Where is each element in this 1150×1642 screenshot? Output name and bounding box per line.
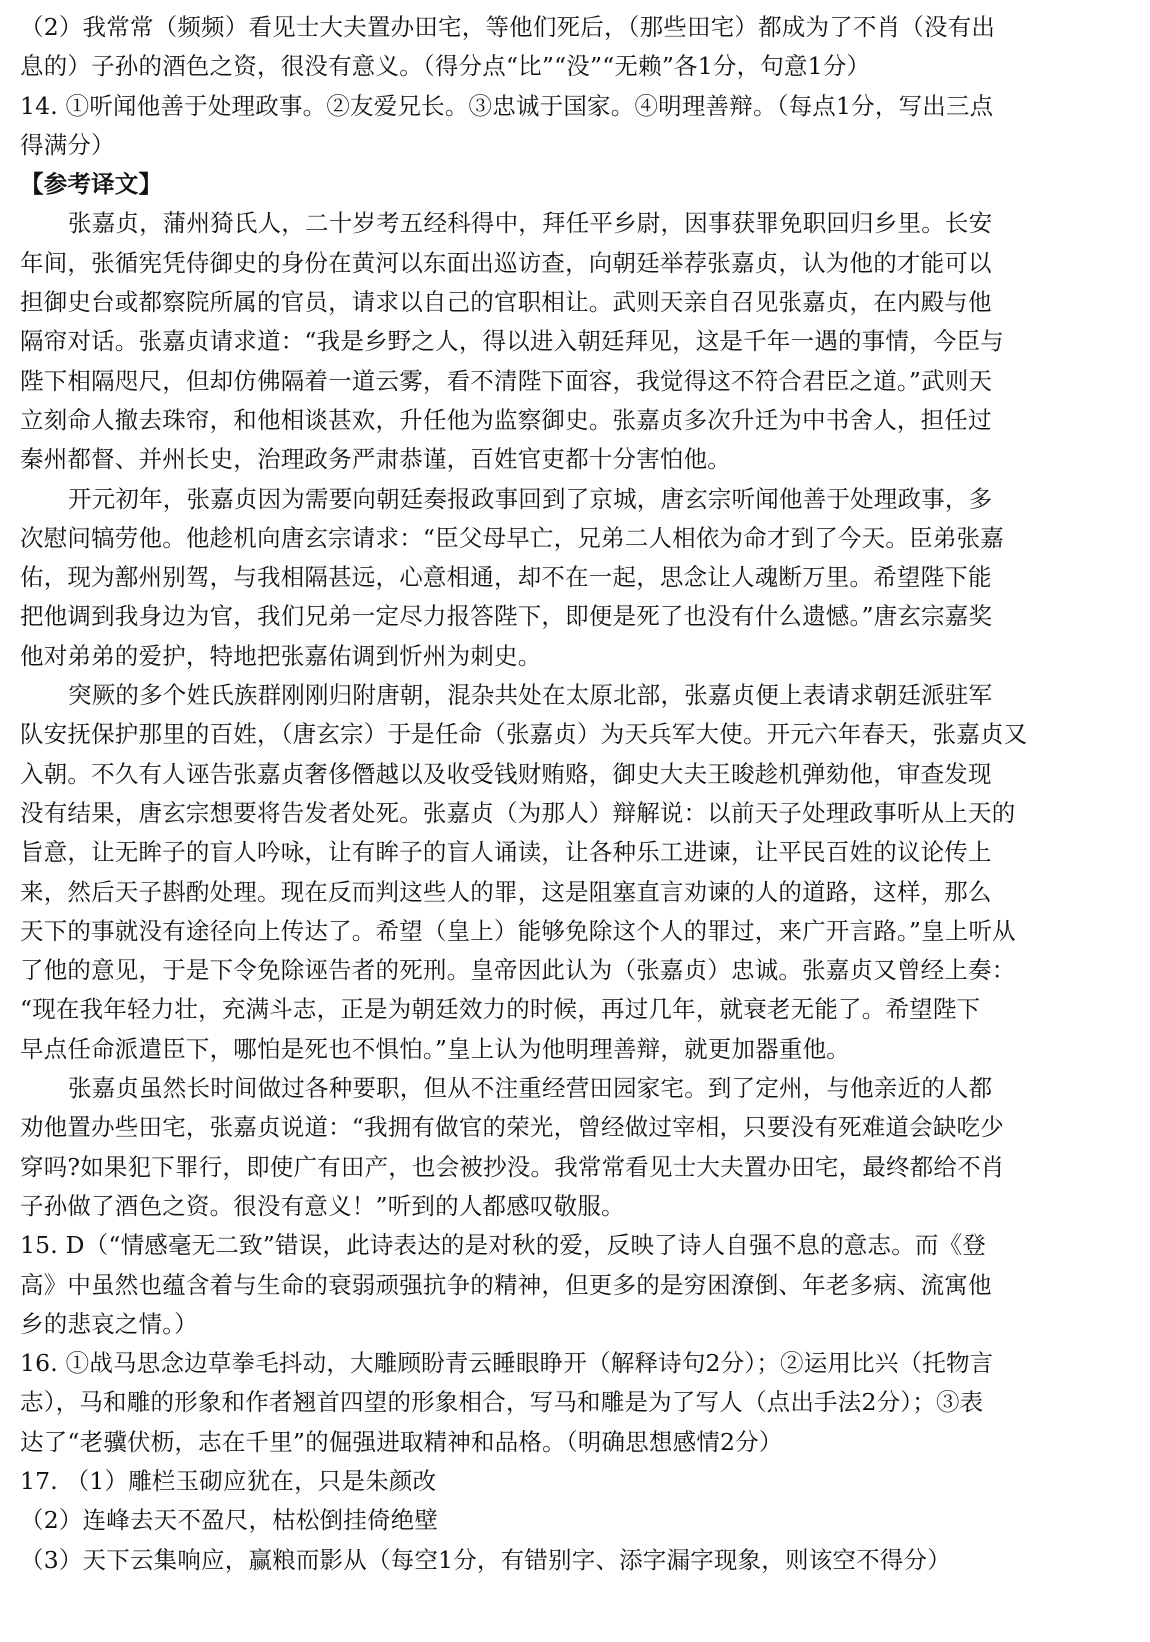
text-line: 志），马和雕的形象和作者翘首四望的形象相合，写马和雕是为了写人（点出手法2分）；③表 [20, 1388, 984, 1417]
text-line: 17. （1）雕栏玉砌应犹在，只是朱颜改 [20, 1466, 437, 1495]
text-line: 担御史台或都察院所属的官员，请求以自己的官职相让。武则天亲自召见张嘉贞，在内殿与他 [20, 288, 992, 317]
text-line: 了他的意见，于是下令免除诬告者的死刑。皇帝因此认为（张嘉贞）忠诚。张嘉贞又曾经上奏： [20, 956, 1016, 985]
text-line: （2）我常常（频频）看见士大夫置办田宅，等他们死后，（那些田宅）都成为了不肖（没有出 [20, 13, 996, 41]
text-line: 开元初年，张嘉贞因为需要向朝廷奏报政事回到了京城，唐玄宗听闻他善于处理政事，多 [68, 484, 993, 513]
text-line: （2）连峰去天不盈尺，枯松倒挂倚绝壁 [20, 1506, 439, 1535]
text-line: 来，然后天子斟酌处理。现在反而判这些人的罪，这是阻塞直言劝谏的人的道路，这样，那么 [20, 877, 992, 906]
text-line: 劝他置办些田宅，张嘉贞说道：“我拥有做官的荣光，曾经做过宰相，只要没有死难道会缺吃少 [20, 1113, 1004, 1142]
text-line: 15. D（“情感毫无二致”错误，此诗表达的是对秋的爱，反映了诗人自强不息的意志。而《登 [20, 1231, 987, 1260]
text-line: 入朝。不久有人诬告张嘉贞奢侈僭越以及收受钱财贿赂，御史大夫王晙趁机弹劾他，审查发现 [20, 759, 992, 788]
text-line: “现在我年轻力壮，充满斗志，正是为朝廷效力的时候，再过几年，就衰老无能了。希望陛下 [20, 995, 981, 1024]
text-line: 得满分） [20, 130, 115, 159]
text-line: 早点任命派遣臣下，哪怕是死也不惧怕。”皇上认为他明理善辩，就更加器重他。 [20, 1034, 850, 1063]
text-line: 隔帘对话。张嘉贞请求道：“我是乡野之人，得以进入朝廷拜见，这是千年一遇的事情，今臣与 [20, 327, 1004, 356]
text-line: 旨意，让无眸子的盲人吟咏，让有眸子的盲人诵读，让各种乐工进谏，让平民百姓的议论传上 [20, 838, 992, 867]
text-line: 年间，张循宪凭侍御史的身份在黄河以东面出巡访查，向朝廷举荐张嘉贞，认为他的才能可以 [20, 248, 992, 277]
text-line: 子孙做了酒色之资。很没有意义！”听到的人都感叹敬服。 [20, 1191, 625, 1220]
text-line: 达了“老骥伏枥，志在千里”的倔强进取精神和品格。（明确思想感情2分） [20, 1427, 783, 1456]
text-line: 高》中虽然也蕴含着与生命的衰弱顽强抗争的精神，但更多的是穷困潦倒、年老多病、流寓他 [20, 1270, 992, 1299]
text-line: 息的）子孙的酒色之资，很没有意义。（得分点“比”“没”“无赖”各1分，句意1分） [20, 52, 871, 81]
text-line: 14. ①听闻他善于处理政事。②友爱兄长。③忠诚于国家。④明理善辩。（每点1分，写出三点 [20, 91, 994, 120]
text-line: 天下的事就没有途径向上传达了。希望（皇上）能够免除这个人的罪过，来广开言路。”皇上听从 [20, 916, 1016, 945]
text-line: 立刻命人撤去珠帘，和他相谈甚欢，升任他为监察御史。张嘉贞多次升迁为中书舍人，担任过 [20, 405, 992, 434]
text-line: 队安抚保护那里的百姓，（唐玄宗）于是任命（张嘉贞）为天兵军大使。开元六年春天，张嘉贞又 [20, 720, 1028, 749]
text-line: 突厥的多个姓氏族群刚刚归附唐朝，混杂共处在太原北部，张嘉贞便上表请求朝廷派驻军 [68, 681, 993, 710]
text-line: （3）天下云集响应，赢粮而影从（每空1分，有错别字、添字漏字现象，则该空不得分） [20, 1545, 951, 1574]
answer-document [20, 8, 1130, 1580]
text-line: 乡的悲哀之情。） [20, 1309, 198, 1338]
text-line: 陛下相隔咫尺，但却仿佛隔着一道云雾，看不清陛下面容，我觉得这不符合君臣之道。”武则天 [20, 366, 993, 395]
text-line: 没有结果，唐玄宗想要将告发者处死。张嘉贞（为那人）辩解说：以前天子处理政事听从上天的 [20, 798, 1016, 827]
text-line: 张嘉贞虽然长时间做过各种要职，但从不注重经营田园家宅。到了定州，与他亲近的人都 [68, 1074, 993, 1103]
text-line: 穿吗?如果犯下罪行，即使广有田产，也会被抄没。我常常看见士大夫置办田宅，最终都给不肖 [20, 1152, 1005, 1181]
text-line: 秦州都督、并州长史，治理政务严肃恭谨，百姓官吏都十分害怕他。 [20, 445, 731, 474]
text-line: 16. ①战马思念边草拳毛抖动，大雕顾盼青云睡眼睁开（解释诗句2分）；②运用比兴（托物言 [20, 1349, 994, 1378]
text-line: 他对弟弟的爱护，特地把张嘉佑调到忻州为刺史。 [20, 641, 542, 670]
section-heading: 【参考译文】 [20, 170, 163, 199]
text-line: 次慰问犒劳他。他趁机向唐玄宗请求：“臣父母早亡，兄弟二人相依为命才到了今天。臣弟张嘉 [20, 523, 1004, 552]
text-line: 张嘉贞，蒲州猗氏人，二十岁考五经科得中，拜任平乡尉，因事获罪免职回归乡里。长安 [68, 209, 993, 238]
text-line: 佑，现为鄯州别驾，与我相隔甚远，心意相通，却不在一起，思念让人魂断万里。希望陛下能 [20, 563, 992, 592]
text-line: 把他调到我身边为官，我们兄弟一定尽力报答陛下，即便是死了也没有什么遗憾。”唐玄宗嘉奖 [20, 602, 993, 631]
